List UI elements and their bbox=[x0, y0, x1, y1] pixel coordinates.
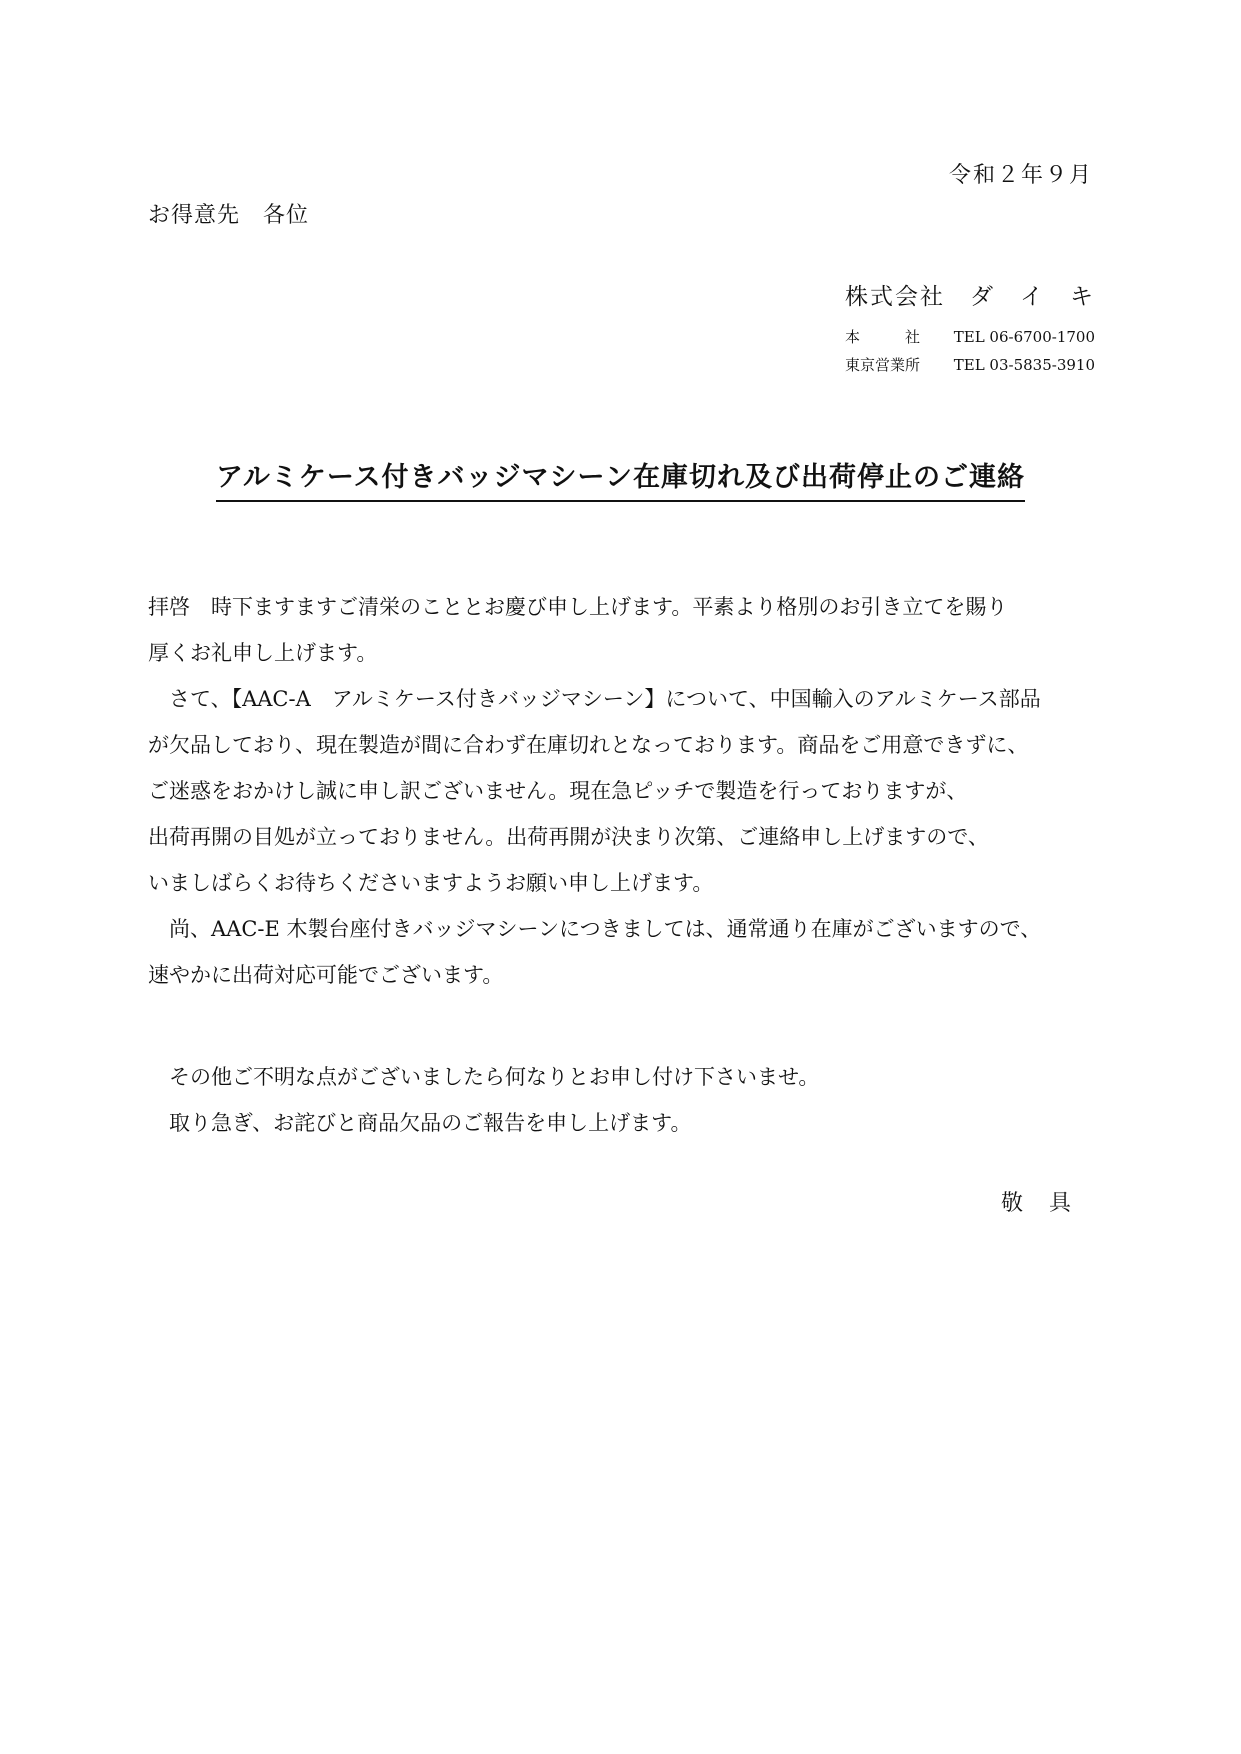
contact-label: 本 社 bbox=[845, 328, 921, 346]
sign-off: 敬 具 bbox=[1000, 1191, 1073, 1216]
document-title: アルミケース付きバッジマシーン在庫切れ及び出荷停止のご連絡 bbox=[216, 455, 1025, 502]
contact-line-tokyo-office bbox=[845, 351, 1095, 379]
closing-paragraphs bbox=[148, 1054, 819, 1146]
contact-tel: TEL 06-6700-1700 bbox=[953, 328, 1095, 346]
closing-line: 取り急ぎ、お詫びと商品欠品のご報告を申し上げます。 bbox=[148, 1111, 692, 1135]
body-line: 尚、AAC-E 木製台座付きバッジマシーンにつきましては、通常通り在庫がございますので、 bbox=[148, 917, 1042, 941]
contact-tel: TEL 03-5835-3910 bbox=[953, 356, 1095, 374]
body-line: いましばらくお待ちくださいますようお願い申し上げます。 bbox=[148, 871, 714, 895]
body-line: 拝啓 時下ますますご清栄のこととお慶び申し上げます。平素より格別のお引き立てを賜り bbox=[148, 595, 1008, 619]
title-container bbox=[0, 455, 1241, 502]
contact-line-head-office bbox=[845, 323, 1095, 351]
body-line: ご迷惑をおかけし誠に申し訳ございません。現在急ピッチで製造を行っておりますが、 bbox=[148, 779, 968, 803]
body-paragraphs bbox=[148, 584, 1096, 998]
body-line: 厚くお礼申し上げます。 bbox=[148, 641, 378, 665]
document-date: 令和２年９月 bbox=[948, 163, 1093, 188]
company-name: 株式会社 ダ イ キ bbox=[845, 284, 1095, 310]
closing-line: その他ご不明な点がございましたら何なりとお申し付け下さいませ。 bbox=[148, 1065, 820, 1089]
sender-block bbox=[845, 278, 1095, 379]
body-line: 出荷再開の目処が立っておりません。出荷再開が決まり次第、ご連絡申し上げますので、 bbox=[148, 825, 989, 849]
body-line: が欠品しており、現在製造が間に合わず在庫切れとなっております。商品をご用意できずに、 bbox=[148, 733, 1029, 757]
recipient-line: お得意先 各位 bbox=[148, 203, 310, 228]
contact-label: 東京営業所 bbox=[845, 356, 921, 374]
body-line: 速やかに出荷対応可能でございます。 bbox=[148, 963, 504, 987]
body-line: さて、【AAC-A アルミケース付きバッジマシーン】について、中国輸入のアルミケース部品 bbox=[148, 687, 1041, 711]
